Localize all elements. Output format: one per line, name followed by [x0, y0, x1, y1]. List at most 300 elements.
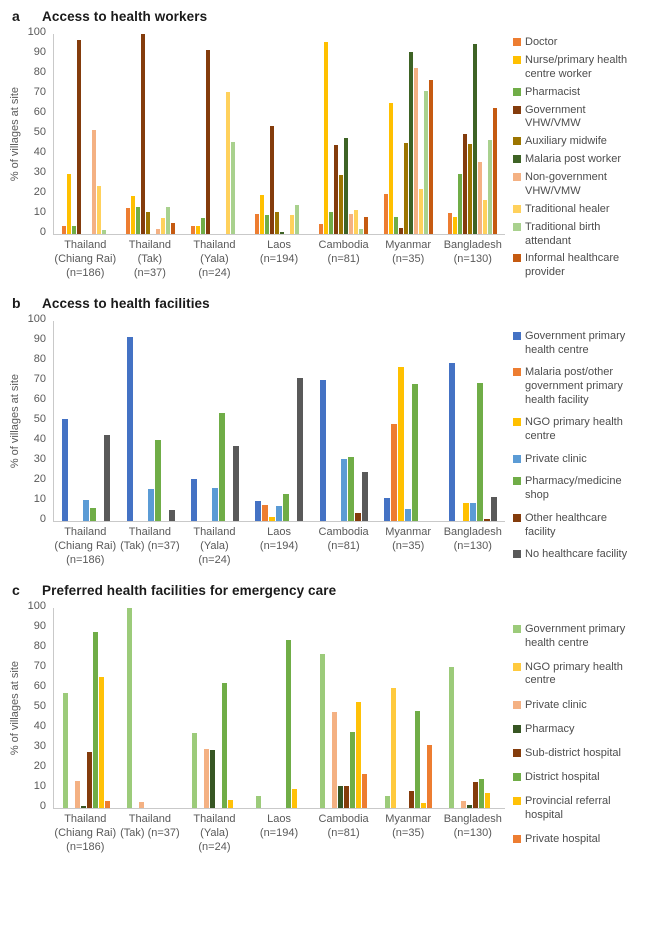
legend-swatch [513, 223, 521, 231]
bar [484, 519, 490, 521]
x-axis-labels [53, 526, 505, 568]
x-axis-category-label: Thailand (Chiang Rai) (n=186) [54, 239, 117, 279]
bar [364, 217, 368, 234]
y-tick-label: 50 [33, 412, 46, 425]
bar-group [118, 608, 182, 808]
bar-group [183, 34, 247, 234]
panel-a-title: Access to health workers [42, 9, 208, 24]
legend-label: Other healthcare facility [525, 511, 607, 538]
panel-c-chart [6, 599, 655, 855]
y-axis-title: % of villages at site [8, 86, 21, 182]
bar [344, 138, 348, 234]
bar [479, 779, 484, 808]
bar [463, 134, 467, 234]
y-tick-label: 40 [33, 432, 46, 445]
legend-label: NGO primary health centre [525, 660, 623, 687]
bar [283, 494, 289, 521]
y-tick-label: 0 [39, 799, 46, 812]
bar [319, 224, 323, 234]
bar [485, 793, 490, 808]
bar [339, 175, 343, 234]
bar [191, 479, 197, 521]
bar-group [441, 321, 505, 521]
x-axis-category-label: Laos (n=194) [259, 812, 299, 839]
x-axis-category-label: Cambodia (n=81) [318, 239, 369, 265]
y-tick-label: 80 [33, 639, 46, 652]
bar [488, 140, 492, 234]
y-tick-label: 60 [33, 392, 46, 405]
bar [99, 677, 104, 808]
bar [226, 92, 230, 234]
bar [448, 213, 452, 234]
bar-group [441, 34, 505, 234]
bar [97, 186, 101, 234]
x-axis-category-label: Myanmar (n=35) [385, 239, 432, 265]
bar [87, 752, 92, 808]
bar [265, 215, 269, 234]
bar [389, 103, 393, 234]
bar [62, 419, 68, 521]
bar [473, 782, 478, 808]
y-tick-label: 30 [33, 739, 46, 752]
bar [355, 513, 361, 521]
bar [421, 803, 426, 808]
bar [419, 189, 423, 234]
bar [483, 200, 487, 234]
legend-item [513, 795, 633, 823]
bar [276, 506, 282, 521]
x-axis-category-label: Thailand (Yala) (n=24) [193, 525, 236, 566]
legend-label: Malaria post/other government primary health facility [525, 366, 623, 406]
x-axis-category-label: Thailand (Tak) (n=37) [128, 239, 171, 279]
legend-swatch [513, 88, 521, 96]
legend-item [513, 203, 633, 217]
y-tick-label: 60 [33, 679, 46, 692]
y-tick-label: 70 [33, 659, 46, 672]
bar [385, 796, 390, 808]
bar [148, 489, 154, 521]
bar [62, 226, 66, 234]
panel-b [6, 295, 655, 568]
bar [262, 505, 268, 521]
bar [470, 503, 476, 521]
legend-label: Private clinic [525, 452, 587, 465]
bar [233, 446, 239, 521]
legend-item [513, 36, 633, 50]
bar [139, 802, 144, 808]
bar [404, 143, 408, 234]
panel-b-letter: b [12, 294, 21, 311]
bar [102, 230, 106, 234]
bar [212, 488, 218, 521]
bar [92, 130, 96, 234]
legend-swatch [513, 137, 521, 145]
x-axis-category-label: Bangladesh (n=130) [443, 525, 502, 552]
bar [391, 688, 396, 808]
legend-swatch [513, 455, 521, 463]
x-axis-category-label: Bangladesh (n=130) [443, 239, 502, 265]
bar [391, 424, 397, 521]
legend-swatch [513, 797, 521, 805]
bar [260, 195, 264, 234]
x-axis-labels [53, 813, 505, 855]
x-axis-category-label: Myanmar (n=35) [385, 525, 432, 552]
legend-swatch [513, 514, 521, 522]
legend-swatch [513, 773, 521, 781]
x-axis-category-label: Thailand (Tak) (n=37) [120, 812, 180, 839]
bar [461, 801, 466, 808]
bar [324, 42, 328, 234]
bar [256, 796, 261, 808]
legend-swatch [513, 332, 521, 340]
y-tick-label: 40 [33, 146, 46, 158]
legend-item [513, 54, 633, 82]
bar [297, 378, 303, 521]
y-tick-label: 40 [33, 719, 46, 732]
bar [415, 711, 420, 808]
x-axis-category-label: Thailand (Yala) (n=24) [193, 239, 236, 279]
legend-item [513, 833, 633, 847]
bar [228, 800, 233, 808]
bar [63, 693, 68, 808]
y-tick-label: 70 [33, 86, 46, 98]
bar-group [54, 608, 118, 808]
legend [513, 330, 633, 562]
y-tick-label: 10 [33, 779, 46, 792]
panel-c-header [6, 582, 655, 598]
legend-swatch [513, 663, 521, 671]
bar-group [312, 34, 376, 234]
bar [348, 457, 354, 521]
bar [270, 126, 274, 234]
bar [405, 509, 411, 521]
plot-area [53, 34, 505, 235]
legend-label: Government VHW/VMW [525, 103, 586, 130]
y-axis [23, 312, 53, 525]
bar [156, 229, 160, 234]
bar [458, 174, 462, 234]
legend-label: Traditional healer [525, 202, 610, 215]
x-axis-category-label: Thailand (Chiang Rai) (n=186) [54, 525, 117, 566]
bar [104, 435, 110, 521]
bar [171, 223, 175, 234]
x-axis-category-label: Cambodia (n=81) [318, 812, 369, 839]
y-axis-title: % of villages at site [8, 373, 21, 468]
bar [72, 226, 76, 234]
bar [329, 212, 333, 234]
bar [93, 632, 98, 808]
legend-item [513, 747, 633, 761]
y-axis [23, 599, 53, 812]
bar [191, 226, 195, 234]
x-axis-category-label: Thailand (Yala) (n=24) [193, 812, 236, 853]
legend-item [513, 548, 633, 562]
bar-group [312, 321, 376, 521]
bar [356, 702, 361, 808]
bar [210, 750, 215, 808]
legend-swatch [513, 205, 521, 213]
bar-group [247, 608, 311, 808]
bar [320, 380, 326, 521]
bar [286, 640, 291, 808]
bar [275, 212, 279, 234]
panel-b-chart [6, 312, 655, 568]
bar [427, 745, 432, 808]
legend-label: Doctor [525, 36, 558, 48]
legend-label: Informal healthcare provider [525, 252, 620, 279]
legend-item [513, 453, 633, 467]
bar [362, 774, 367, 808]
x-axis-category-label: Thailand (Tak) (n=37) [120, 525, 180, 552]
x-axis-labels [53, 239, 505, 281]
legend-swatch [513, 38, 521, 46]
legend-item [513, 252, 633, 280]
legend-item [513, 221, 633, 249]
legend-label: Private clinic [525, 698, 587, 711]
legend-label: Pharmacist [525, 85, 581, 98]
y-tick-label: 70 [33, 372, 46, 385]
legend-swatch [513, 155, 521, 163]
y-tick-label: 30 [33, 166, 46, 178]
legend-swatch [513, 173, 521, 181]
y-tick-label: 20 [33, 186, 46, 198]
legend-label: Provincial referral hospital [525, 795, 611, 821]
bar-group [54, 34, 118, 234]
legend-swatch [513, 701, 521, 709]
legend-item [513, 723, 633, 737]
bar-group [376, 608, 440, 808]
legend-swatch [513, 254, 521, 262]
y-tick-label: 100 [27, 26, 46, 38]
bar [161, 218, 165, 234]
y-tick-label: 100 [27, 312, 46, 325]
legend-label: NGO primary health centre [525, 416, 623, 443]
legend-label: Auxiliary midwife [525, 135, 607, 148]
bar-group [376, 321, 440, 521]
bar [468, 144, 472, 234]
legend-item [513, 135, 633, 149]
bar [449, 363, 455, 521]
bar [201, 218, 205, 234]
bar [409, 52, 413, 234]
legend-swatch [513, 550, 521, 558]
bar [131, 196, 135, 234]
bar [344, 786, 349, 808]
bar [399, 228, 403, 234]
legend-swatch [513, 106, 521, 114]
bar [192, 733, 197, 808]
bar-group [312, 608, 376, 808]
legend-item [513, 475, 633, 503]
legend-label: District hospital [525, 771, 600, 784]
bar [127, 608, 132, 808]
legend-item [513, 512, 633, 540]
x-axis-category-label: Laos (n=194) [259, 525, 299, 552]
legend-item [513, 771, 633, 785]
bar [83, 500, 89, 521]
bar [255, 214, 259, 234]
y-tick-label: 30 [33, 452, 46, 465]
bar [493, 108, 497, 234]
y-tick-label: 90 [33, 619, 46, 632]
bar [334, 145, 338, 234]
bar-group [247, 321, 311, 521]
bar-group [376, 34, 440, 234]
bar [67, 174, 71, 234]
legend-swatch [513, 56, 521, 64]
legend-item [513, 330, 633, 358]
y-tick-label: 50 [33, 126, 46, 138]
bar [477, 383, 483, 521]
bar [320, 654, 325, 808]
y-axis [23, 26, 53, 238]
panel-a-header [6, 8, 655, 24]
bar [463, 503, 469, 521]
legend-swatch [513, 368, 521, 376]
bar [394, 217, 398, 234]
bar [292, 789, 297, 808]
bar-group [54, 321, 118, 521]
legend-label: Government primary health centre [525, 622, 626, 649]
bar [90, 508, 96, 521]
bar [146, 212, 150, 234]
bar [280, 232, 284, 234]
bar [81, 806, 86, 808]
legend-swatch [513, 835, 521, 843]
legend-label: Non-government VHW/VMW [525, 171, 607, 197]
x-axis-category-label: Thailand (Chiang Rai) (n=186) [54, 812, 117, 853]
legend-label: Malaria post worker [525, 153, 621, 166]
legend-item [513, 171, 633, 199]
legend-label: Sub-district hospital [525, 746, 621, 759]
legend-item [513, 416, 633, 444]
bar-group [118, 321, 182, 521]
legend-item [513, 104, 633, 132]
x-axis-category-label: Bangladesh (n=130) [443, 812, 502, 839]
bar [338, 786, 343, 808]
panel-c-letter: c [12, 581, 20, 598]
plot-area [53, 608, 505, 809]
y-tick-label: 20 [33, 759, 46, 772]
bar-group [183, 608, 247, 808]
bar [295, 205, 299, 234]
legend-swatch [513, 749, 521, 757]
bar [412, 384, 418, 521]
x-axis-category-label: Laos (n=194) [259, 239, 299, 265]
bar [219, 413, 225, 521]
bar [359, 229, 363, 234]
bar [206, 50, 210, 234]
bar [126, 208, 130, 234]
legend-swatch [513, 477, 521, 485]
legend-item [513, 366, 633, 407]
bar [204, 749, 209, 808]
legend-item [513, 623, 633, 651]
y-tick-label: 20 [33, 472, 46, 485]
y-tick-label: 90 [33, 46, 46, 58]
bar [332, 712, 337, 808]
bar-group [183, 321, 247, 521]
panel-a [6, 8, 655, 281]
bar-group [247, 34, 311, 234]
legend-label: No healthcare facility [525, 548, 628, 561]
legend-swatch [513, 625, 521, 633]
bar [467, 805, 472, 808]
bar [409, 791, 414, 808]
bar [429, 80, 433, 234]
legend-item [513, 153, 633, 167]
bar [166, 207, 170, 234]
legend-item [513, 86, 633, 100]
legend-label: Pharmacy [525, 722, 575, 735]
legend-label: Private hospital [525, 833, 601, 846]
bar [491, 497, 497, 521]
panel-b-title: Access to health facilities [42, 295, 210, 311]
y-tick-label: 10 [33, 492, 46, 505]
bar [136, 207, 140, 234]
bar [77, 40, 81, 234]
bar [414, 68, 418, 234]
bar [453, 217, 457, 234]
bar [349, 214, 353, 234]
bar [384, 194, 388, 234]
bar [384, 498, 390, 521]
legend-item [513, 661, 633, 689]
panel-b-header [6, 295, 655, 311]
panel-c [6, 582, 655, 855]
bar [424, 91, 428, 234]
y-tick-label: 50 [33, 699, 46, 712]
y-tick-label: 0 [39, 226, 46, 238]
bar [341, 459, 347, 521]
bar [478, 162, 482, 234]
panel-c-title: Preferred health facilities for emergency care [42, 582, 337, 598]
bar [269, 517, 275, 521]
legend [513, 623, 633, 847]
bar [473, 44, 477, 234]
plot-area [53, 321, 505, 522]
y-tick-label: 60 [33, 106, 46, 118]
y-axis-title: % of villages at site [8, 660, 21, 755]
bar [362, 472, 368, 521]
bar-group [441, 608, 505, 808]
bar-group [118, 34, 182, 234]
legend-label: Pharmacy/medicine shop [525, 475, 622, 502]
legend [513, 36, 633, 280]
bar [255, 501, 261, 521]
bar [290, 215, 294, 234]
bar [222, 683, 227, 808]
legend-label: Traditional birth attendant [525, 220, 601, 247]
x-axis-category-label: Cambodia (n=81) [318, 525, 369, 552]
legend-label: Government primary health centre [525, 329, 626, 356]
bar [350, 732, 355, 808]
y-tick-label: 0 [39, 512, 46, 525]
bar [231, 142, 235, 234]
bar [196, 226, 200, 234]
y-tick-label: 90 [33, 332, 46, 345]
panel-a-chart [6, 26, 655, 281]
bar [141, 34, 145, 234]
y-tick-label: 80 [33, 66, 46, 78]
bar [75, 781, 80, 808]
bar [127, 337, 133, 521]
y-tick-label: 80 [33, 352, 46, 365]
legend-label: Nurse/primary health centre worker [525, 53, 628, 80]
bar [155, 440, 161, 521]
legend-swatch [513, 725, 521, 733]
legend-swatch [513, 418, 521, 426]
